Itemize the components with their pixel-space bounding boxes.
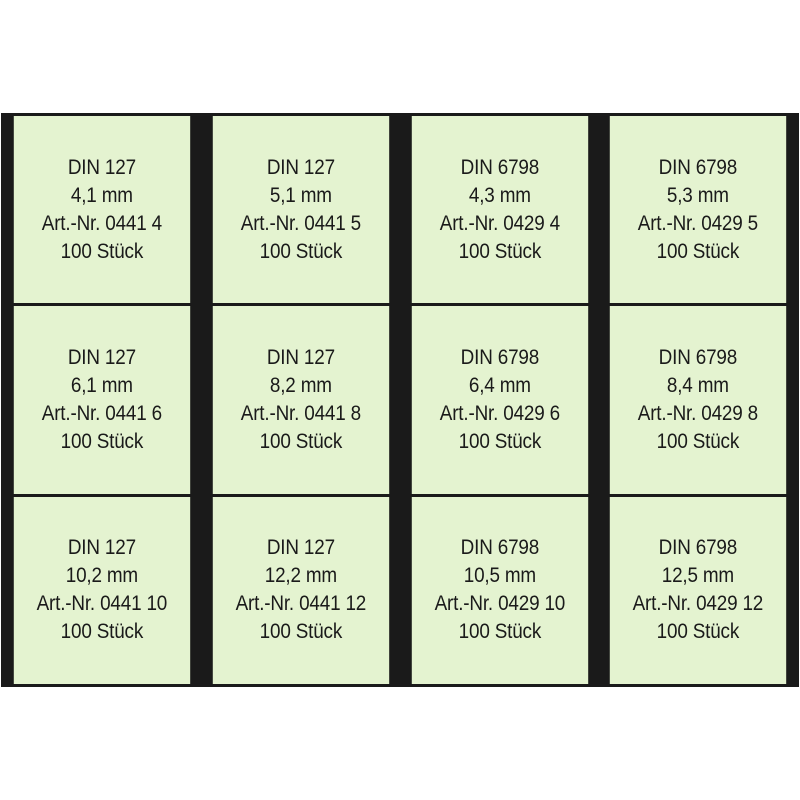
article-number: Art.-Nr. 0441 4 (41, 211, 162, 235)
diameter: 12,5 mm (661, 564, 735, 588)
grid-cell (213, 116, 389, 303)
diameter: 8,2 mm (269, 373, 332, 397)
quantity: 100 Stück (259, 239, 342, 263)
din-norm: DIN 127 (67, 536, 136, 560)
din-norm: DIN 6798 (460, 345, 539, 369)
diameter: 6,1 mm (70, 373, 133, 397)
quantity: 100 Stück (458, 429, 541, 453)
grid-cell (411, 116, 587, 303)
din-norm: DIN 6798 (460, 536, 539, 560)
diameter: 6,4 mm (468, 373, 531, 397)
article-number: Art.-Nr. 0441 5 (240, 211, 361, 235)
diameter: 8,4 mm (667, 373, 730, 397)
grid-cell (14, 497, 190, 684)
din-norm: DIN 127 (67, 345, 136, 369)
quantity: 100 Stück (656, 429, 740, 453)
quantity: 100 Stück (60, 239, 144, 263)
article-number: Art.-Nr. 0429 5 (638, 211, 759, 235)
article-number: Art.-Nr. 0441 12 (235, 592, 366, 616)
quantity: 100 Stück (656, 620, 740, 644)
diameter: 10,5 mm (463, 564, 536, 588)
article-number: Art.-Nr. 0429 4 (439, 211, 560, 235)
quantity: 100 Stück (458, 239, 541, 263)
diameter: 5,3 mm (667, 183, 730, 207)
diameter: 10,2 mm (65, 564, 139, 588)
din-norm: DIN 127 (67, 155, 136, 179)
article-number: Art.-Nr. 0441 10 (36, 592, 168, 616)
din-norm: DIN 6798 (460, 155, 539, 179)
grid-cell (14, 116, 190, 303)
din-norm: DIN 127 (266, 155, 335, 179)
din-norm: DIN 6798 (658, 345, 738, 369)
article-number: Art.-Nr. 0429 8 (638, 401, 759, 425)
diameter: 12,2 mm (264, 564, 337, 588)
quantity: 100 Stück (60, 620, 144, 644)
diameter: 5,1 mm (269, 183, 332, 207)
din-norm: DIN 127 (266, 345, 335, 369)
quantity: 100 Stück (656, 239, 740, 263)
quantity: 100 Stück (60, 429, 144, 453)
grid-cell (610, 306, 786, 493)
grid-cell (213, 497, 389, 684)
din-norm: DIN 127 (266, 536, 335, 560)
quantity: 100 Stück (259, 429, 342, 453)
diameter: 4,3 mm (468, 183, 531, 207)
grid-cell (411, 306, 587, 493)
article-number: Art.-Nr. 0441 8 (240, 401, 361, 425)
quantity: 100 Stück (458, 620, 541, 644)
grid-cell (610, 497, 786, 684)
grid-cell (14, 306, 190, 493)
article-number: Art.-Nr. 0429 6 (439, 401, 560, 425)
article-number: Art.-Nr. 0429 10 (434, 592, 565, 616)
article-number: Art.-Nr. 0429 12 (632, 592, 764, 616)
grid-cell (213, 306, 389, 493)
assortment-label-grid (1, 113, 799, 687)
quantity: 100 Stück (259, 620, 342, 644)
grid-cell (411, 497, 587, 684)
diameter: 4,1 mm (70, 183, 133, 207)
din-norm: DIN 6798 (658, 155, 738, 179)
din-norm: DIN 6798 (658, 536, 738, 560)
grid-cell (610, 116, 786, 303)
article-number: Art.-Nr. 0441 6 (41, 401, 162, 425)
